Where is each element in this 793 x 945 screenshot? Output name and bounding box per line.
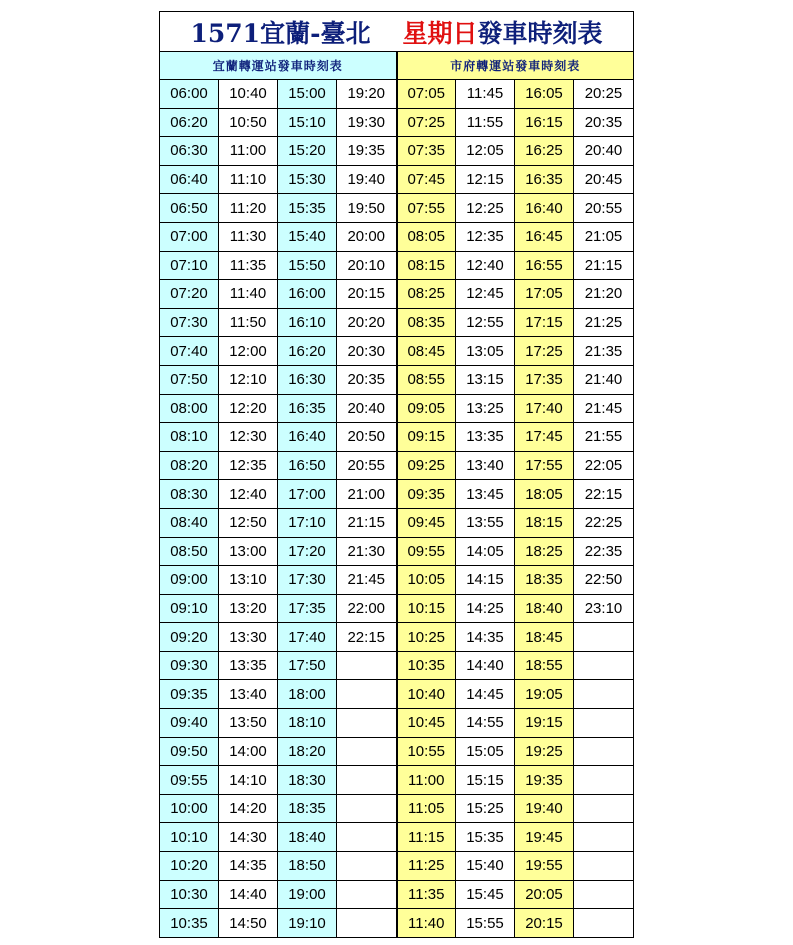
yilan-time-cell: 10:30 bbox=[160, 880, 219, 909]
taipei-time-cell bbox=[574, 709, 634, 738]
yilan-time-cell: 08:40 bbox=[160, 508, 219, 537]
taipei-time-cell bbox=[574, 766, 634, 795]
yilan-time-cell bbox=[337, 794, 397, 823]
yilan-time-cell: 21:30 bbox=[337, 537, 397, 566]
yilan-time-cell: 12:00 bbox=[219, 337, 278, 366]
taipei-time-cell: 07:45 bbox=[397, 165, 456, 194]
yilan-time-cell: 16:00 bbox=[278, 280, 337, 309]
taipei-time-cell: 19:05 bbox=[515, 680, 574, 709]
yilan-time-cell: 09:20 bbox=[160, 623, 219, 652]
table-row bbox=[160, 737, 634, 766]
yilan-time-cell: 15:50 bbox=[278, 251, 337, 280]
taipei-time-cell: 20:05 bbox=[515, 880, 574, 909]
taipei-time-cell: 18:15 bbox=[515, 508, 574, 537]
table-row bbox=[160, 423, 634, 452]
taipei-time-cell: 17:25 bbox=[515, 337, 574, 366]
taipei-time-cell: 13:35 bbox=[456, 423, 515, 452]
taipei-time-cell: 10:35 bbox=[397, 651, 456, 680]
yilan-time-cell: 08:50 bbox=[160, 537, 219, 566]
yilan-time-cell: 15:20 bbox=[278, 137, 337, 166]
yilan-time-cell: 19:40 bbox=[337, 165, 397, 194]
taipei-time-cell: 11:40 bbox=[397, 909, 456, 938]
timetable-body bbox=[160, 80, 634, 938]
yilan-time-cell: 15:00 bbox=[278, 80, 337, 109]
taipei-time-cell: 10:25 bbox=[397, 623, 456, 652]
yilan-time-cell: 15:10 bbox=[278, 108, 337, 137]
taipei-time-cell: 14:05 bbox=[456, 537, 515, 566]
yilan-time-cell: 09:40 bbox=[160, 709, 219, 738]
table-row bbox=[160, 766, 634, 795]
taipei-time-cell: 12:40 bbox=[456, 251, 515, 280]
yilan-time-cell: 16:40 bbox=[278, 423, 337, 452]
taipei-time-cell: 18:40 bbox=[515, 594, 574, 623]
section-header-row bbox=[160, 52, 634, 80]
yilan-time-cell: 16:50 bbox=[278, 451, 337, 480]
taipei-time-cell: 17:15 bbox=[515, 308, 574, 337]
taipei-time-cell: 19:35 bbox=[515, 766, 574, 795]
yilan-time-cell: 15:35 bbox=[278, 194, 337, 223]
yilan-time-cell: 19:50 bbox=[337, 194, 397, 223]
yilan-time-cell: 06:20 bbox=[160, 108, 219, 137]
taipei-time-cell: 10:45 bbox=[397, 709, 456, 738]
taipei-time-cell bbox=[574, 909, 634, 938]
yilan-time-cell: 17:00 bbox=[278, 480, 337, 509]
yilan-time-cell: 11:30 bbox=[219, 222, 278, 251]
taipei-time-cell: 12:05 bbox=[456, 137, 515, 166]
taipei-time-cell: 11:00 bbox=[397, 766, 456, 795]
yilan-time-cell: 09:55 bbox=[160, 766, 219, 795]
taipei-time-cell: 13:15 bbox=[456, 365, 515, 394]
yilan-time-cell: 15:30 bbox=[278, 165, 337, 194]
taipei-time-cell: 16:05 bbox=[515, 80, 574, 109]
yilan-time-cell: 09:30 bbox=[160, 651, 219, 680]
yilan-time-cell bbox=[337, 766, 397, 795]
taipei-time-cell: 22:25 bbox=[574, 508, 634, 537]
taipei-time-cell: 08:15 bbox=[397, 251, 456, 280]
table-row bbox=[160, 623, 634, 652]
taipei-time-cell: 21:35 bbox=[574, 337, 634, 366]
yilan-time-cell: 07:50 bbox=[160, 365, 219, 394]
table-row bbox=[160, 480, 634, 509]
yilan-time-cell: 18:00 bbox=[278, 680, 337, 709]
yilan-time-cell: 11:40 bbox=[219, 280, 278, 309]
taipei-time-cell: 08:45 bbox=[397, 337, 456, 366]
yilan-time-cell: 07:20 bbox=[160, 280, 219, 309]
taipei-time-cell: 16:15 bbox=[515, 108, 574, 137]
taipei-time-cell: 12:15 bbox=[456, 165, 515, 194]
taipei-time-cell: 18:05 bbox=[515, 480, 574, 509]
taipei-time-cell bbox=[574, 823, 634, 852]
yilan-time-cell: 20:15 bbox=[337, 280, 397, 309]
yilan-time-cell: 09:00 bbox=[160, 566, 219, 595]
taipei-time-cell: 11:15 bbox=[397, 823, 456, 852]
taipei-time-cell: 18:45 bbox=[515, 623, 574, 652]
taipei-time-cell: 19:40 bbox=[515, 794, 574, 823]
taipei-time-cell: 13:40 bbox=[456, 451, 515, 480]
taipei-time-cell: 15:15 bbox=[456, 766, 515, 795]
taipei-time-cell: 18:55 bbox=[515, 651, 574, 680]
yilan-time-cell: 19:35 bbox=[337, 137, 397, 166]
yilan-time-cell: 18:30 bbox=[278, 766, 337, 795]
taipei-time-cell bbox=[574, 852, 634, 881]
taipei-time-cell: 11:25 bbox=[397, 852, 456, 881]
yilan-time-cell: 14:20 bbox=[219, 794, 278, 823]
taipei-time-cell: 14:35 bbox=[456, 623, 515, 652]
yilan-time-cell: 14:50 bbox=[219, 909, 278, 938]
yilan-time-cell: 12:30 bbox=[219, 423, 278, 452]
taipei-time-cell: 20:45 bbox=[574, 165, 634, 194]
yilan-time-cell bbox=[337, 823, 397, 852]
taipei-time-cell: 11:55 bbox=[456, 108, 515, 137]
yilan-time-cell: 16:20 bbox=[278, 337, 337, 366]
taipei-time-cell: 15:05 bbox=[456, 737, 515, 766]
taipei-time-cell: 07:35 bbox=[397, 137, 456, 166]
yilan-time-cell: 22:00 bbox=[337, 594, 397, 623]
yilan-time-cell bbox=[337, 651, 397, 680]
taipei-time-cell: 14:55 bbox=[456, 709, 515, 738]
taipei-time-cell: 15:25 bbox=[456, 794, 515, 823]
yilan-time-cell: 21:45 bbox=[337, 566, 397, 595]
taipei-time-cell: 15:35 bbox=[456, 823, 515, 852]
taipei-time-cell: 23:10 bbox=[574, 594, 634, 623]
yilan-time-cell: 11:50 bbox=[219, 308, 278, 337]
taipei-time-cell bbox=[574, 623, 634, 652]
taipei-time-cell: 21:45 bbox=[574, 394, 634, 423]
yilan-time-cell: 07:10 bbox=[160, 251, 219, 280]
taipei-time-cell: 12:35 bbox=[456, 222, 515, 251]
yilan-time-cell bbox=[337, 737, 397, 766]
yilan-time-cell: 20:50 bbox=[337, 423, 397, 452]
table-row bbox=[160, 823, 634, 852]
taipei-time-cell: 12:25 bbox=[456, 194, 515, 223]
yilan-time-cell bbox=[337, 880, 397, 909]
table-row bbox=[160, 251, 634, 280]
taipei-time-cell: 16:35 bbox=[515, 165, 574, 194]
table-row bbox=[160, 709, 634, 738]
yilan-time-cell: 06:00 bbox=[160, 80, 219, 109]
yilan-time-cell: 19:30 bbox=[337, 108, 397, 137]
taipei-time-cell: 13:05 bbox=[456, 337, 515, 366]
taipei-time-cell: 21:05 bbox=[574, 222, 634, 251]
taipei-time-cell: 16:40 bbox=[515, 194, 574, 223]
table-row bbox=[160, 508, 634, 537]
taipei-time-cell: 10:55 bbox=[397, 737, 456, 766]
yilan-time-cell: 22:15 bbox=[337, 623, 397, 652]
taipei-time-cell: 22:05 bbox=[574, 451, 634, 480]
taipei-time-cell: 17:40 bbox=[515, 394, 574, 423]
yilan-station-header: 宜蘭轉運站發車時刻表 bbox=[160, 52, 397, 80]
taipei-time-cell: 15:55 bbox=[456, 909, 515, 938]
yilan-time-cell: 13:35 bbox=[219, 651, 278, 680]
table-row bbox=[160, 537, 634, 566]
taipei-time-cell: 20:35 bbox=[574, 108, 634, 137]
taipei-time-cell: 14:40 bbox=[456, 651, 515, 680]
taipei-time-cell: 17:55 bbox=[515, 451, 574, 480]
table-row bbox=[160, 680, 634, 709]
yilan-time-cell: 12:35 bbox=[219, 451, 278, 480]
taipei-time-cell: 09:55 bbox=[397, 537, 456, 566]
taipei-time-cell: 12:55 bbox=[456, 308, 515, 337]
taipei-time-cell bbox=[574, 680, 634, 709]
taipei-time-cell: 14:45 bbox=[456, 680, 515, 709]
yilan-time-cell: 10:35 bbox=[160, 909, 219, 938]
yilan-time-cell: 17:30 bbox=[278, 566, 337, 595]
taipei-time-cell: 21:55 bbox=[574, 423, 634, 452]
taipei-time-cell: 07:25 bbox=[397, 108, 456, 137]
yilan-time-cell: 18:50 bbox=[278, 852, 337, 881]
yilan-time-cell: 11:20 bbox=[219, 194, 278, 223]
yilan-time-cell: 14:35 bbox=[219, 852, 278, 881]
yilan-time-cell: 17:20 bbox=[278, 537, 337, 566]
taipei-time-cell: 17:05 bbox=[515, 280, 574, 309]
yilan-time-cell: 20:00 bbox=[337, 222, 397, 251]
yilan-time-cell: 12:20 bbox=[219, 394, 278, 423]
taipei-time-cell: 09:25 bbox=[397, 451, 456, 480]
taipei-time-cell: 17:45 bbox=[515, 423, 574, 452]
table-row bbox=[160, 794, 634, 823]
yilan-time-cell: 13:20 bbox=[219, 594, 278, 623]
taipei-time-cell: 16:25 bbox=[515, 137, 574, 166]
taipei-time-cell: 17:35 bbox=[515, 365, 574, 394]
table-row bbox=[160, 909, 634, 938]
yilan-time-cell: 12:50 bbox=[219, 508, 278, 537]
yilan-time-cell: 19:20 bbox=[337, 80, 397, 109]
table-row bbox=[160, 394, 634, 423]
yilan-time-cell bbox=[337, 909, 397, 938]
yilan-time-cell: 10:00 bbox=[160, 794, 219, 823]
taipei-time-cell bbox=[574, 880, 634, 909]
yilan-time-cell bbox=[337, 709, 397, 738]
yilan-time-cell: 17:35 bbox=[278, 594, 337, 623]
table-row bbox=[160, 194, 634, 223]
taipei-time-cell: 09:45 bbox=[397, 508, 456, 537]
yilan-time-cell: 18:40 bbox=[278, 823, 337, 852]
taipei-time-cell: 22:15 bbox=[574, 480, 634, 509]
taipei-time-cell: 13:45 bbox=[456, 480, 515, 509]
taipei-time-cell: 19:45 bbox=[515, 823, 574, 852]
yilan-time-cell: 13:30 bbox=[219, 623, 278, 652]
yilan-time-cell: 16:10 bbox=[278, 308, 337, 337]
table-row bbox=[160, 337, 634, 366]
taipei-time-cell: 09:05 bbox=[397, 394, 456, 423]
taipei-time-cell: 19:55 bbox=[515, 852, 574, 881]
table-row bbox=[160, 880, 634, 909]
taipei-time-cell: 10:40 bbox=[397, 680, 456, 709]
taipei-time-cell: 16:45 bbox=[515, 222, 574, 251]
yilan-time-cell: 10:20 bbox=[160, 852, 219, 881]
day-label: 星期日 bbox=[402, 18, 478, 48]
taipei-time-cell: 22:50 bbox=[574, 566, 634, 595]
yilan-time-cell: 13:50 bbox=[219, 709, 278, 738]
taipei-time-cell: 18:35 bbox=[515, 566, 574, 595]
table-row bbox=[160, 108, 634, 137]
taipei-time-cell: 20:15 bbox=[515, 909, 574, 938]
route-title: 1571宜蘭-臺北 bbox=[190, 18, 371, 48]
taipei-station-header: 市府轉運站發車時刻表 bbox=[397, 52, 634, 80]
table-row bbox=[160, 308, 634, 337]
yilan-time-cell: 16:30 bbox=[278, 365, 337, 394]
taipei-time-cell: 08:25 bbox=[397, 280, 456, 309]
timetable bbox=[159, 11, 634, 938]
taipei-time-cell: 21:15 bbox=[574, 251, 634, 280]
yilan-time-cell: 10:10 bbox=[160, 823, 219, 852]
taipei-time-cell: 09:15 bbox=[397, 423, 456, 452]
yilan-time-cell: 17:10 bbox=[278, 508, 337, 537]
taipei-time-cell: 16:55 bbox=[515, 251, 574, 280]
table-row bbox=[160, 594, 634, 623]
taipei-time-cell: 20:55 bbox=[574, 194, 634, 223]
taipei-time-cell: 21:40 bbox=[574, 365, 634, 394]
yilan-time-cell: 20:10 bbox=[337, 251, 397, 280]
yilan-time-cell bbox=[337, 680, 397, 709]
taipei-time-cell: 11:05 bbox=[397, 794, 456, 823]
yilan-time-cell: 20:35 bbox=[337, 365, 397, 394]
taipei-time-cell: 14:25 bbox=[456, 594, 515, 623]
table-row bbox=[160, 80, 634, 109]
yilan-time-cell bbox=[337, 852, 397, 881]
yilan-time-cell: 20:20 bbox=[337, 308, 397, 337]
yilan-time-cell: 14:00 bbox=[219, 737, 278, 766]
yilan-time-cell: 08:30 bbox=[160, 480, 219, 509]
taipei-time-cell: 15:40 bbox=[456, 852, 515, 881]
yilan-time-cell: 09:50 bbox=[160, 737, 219, 766]
taipei-time-cell: 08:55 bbox=[397, 365, 456, 394]
yilan-time-cell: 19:00 bbox=[278, 880, 337, 909]
yilan-time-cell: 11:00 bbox=[219, 137, 278, 166]
yilan-time-cell: 17:40 bbox=[278, 623, 337, 652]
yilan-time-cell: 11:10 bbox=[219, 165, 278, 194]
yilan-time-cell: 18:35 bbox=[278, 794, 337, 823]
taipei-time-cell: 13:25 bbox=[456, 394, 515, 423]
taipei-time-cell bbox=[574, 651, 634, 680]
yilan-time-cell: 21:15 bbox=[337, 508, 397, 537]
yilan-time-cell: 12:10 bbox=[219, 365, 278, 394]
table-row bbox=[160, 566, 634, 595]
yilan-time-cell: 13:10 bbox=[219, 566, 278, 595]
yilan-time-cell: 13:40 bbox=[219, 680, 278, 709]
taipei-time-cell: 14:15 bbox=[456, 566, 515, 595]
taipei-time-cell: 07:55 bbox=[397, 194, 456, 223]
yilan-time-cell: 09:35 bbox=[160, 680, 219, 709]
taipei-time-cell: 08:35 bbox=[397, 308, 456, 337]
taipei-time-cell: 21:25 bbox=[574, 308, 634, 337]
table-row bbox=[160, 651, 634, 680]
yilan-time-cell: 20:40 bbox=[337, 394, 397, 423]
taipei-time-cell: 19:25 bbox=[515, 737, 574, 766]
yilan-time-cell: 20:55 bbox=[337, 451, 397, 480]
taipei-time-cell: 21:20 bbox=[574, 280, 634, 309]
taipei-time-cell: 19:15 bbox=[515, 709, 574, 738]
yilan-time-cell: 07:40 bbox=[160, 337, 219, 366]
taipei-time-cell: 13:55 bbox=[456, 508, 515, 537]
yilan-time-cell: 14:30 bbox=[219, 823, 278, 852]
taipei-time-cell: 20:40 bbox=[574, 137, 634, 166]
page-title bbox=[160, 12, 634, 52]
table-row bbox=[160, 222, 634, 251]
yilan-time-cell: 18:20 bbox=[278, 737, 337, 766]
yilan-time-cell: 14:10 bbox=[219, 766, 278, 795]
yilan-time-cell: 15:40 bbox=[278, 222, 337, 251]
taipei-time-cell: 09:35 bbox=[397, 480, 456, 509]
yilan-time-cell: 09:10 bbox=[160, 594, 219, 623]
yilan-time-cell: 06:50 bbox=[160, 194, 219, 223]
yilan-time-cell: 10:40 bbox=[219, 80, 278, 109]
table-row bbox=[160, 137, 634, 166]
table-row bbox=[160, 852, 634, 881]
yilan-time-cell: 08:10 bbox=[160, 423, 219, 452]
yilan-time-cell: 06:30 bbox=[160, 137, 219, 166]
yilan-time-cell: 18:10 bbox=[278, 709, 337, 738]
taipei-time-cell: 12:45 bbox=[456, 280, 515, 309]
table-row bbox=[160, 451, 634, 480]
taipei-time-cell: 20:25 bbox=[574, 80, 634, 109]
yilan-time-cell: 07:00 bbox=[160, 222, 219, 251]
title-row bbox=[160, 12, 634, 52]
yilan-time-cell: 16:35 bbox=[278, 394, 337, 423]
taipei-time-cell: 08:05 bbox=[397, 222, 456, 251]
title-suffix: 發車時刻表 bbox=[477, 18, 603, 48]
taipei-time-cell: 07:05 bbox=[397, 80, 456, 109]
taipei-time-cell: 22:35 bbox=[574, 537, 634, 566]
taipei-time-cell: 18:25 bbox=[515, 537, 574, 566]
yilan-time-cell: 21:00 bbox=[337, 480, 397, 509]
yilan-time-cell: 17:50 bbox=[278, 651, 337, 680]
yilan-time-cell: 11:35 bbox=[219, 251, 278, 280]
taipei-time-cell: 15:45 bbox=[456, 880, 515, 909]
taipei-time-cell: 11:45 bbox=[456, 80, 515, 109]
taipei-time-cell: 11:35 bbox=[397, 880, 456, 909]
yilan-time-cell: 19:10 bbox=[278, 909, 337, 938]
table-row bbox=[160, 165, 634, 194]
taipei-time-cell bbox=[574, 737, 634, 766]
taipei-time-cell: 10:15 bbox=[397, 594, 456, 623]
yilan-time-cell: 14:40 bbox=[219, 880, 278, 909]
table-row bbox=[160, 365, 634, 394]
yilan-time-cell: 12:40 bbox=[219, 480, 278, 509]
yilan-time-cell: 20:30 bbox=[337, 337, 397, 366]
timetable-sheet bbox=[159, 11, 633, 938]
yilan-time-cell: 08:00 bbox=[160, 394, 219, 423]
yilan-time-cell: 13:00 bbox=[219, 537, 278, 566]
taipei-time-cell bbox=[574, 794, 634, 823]
yilan-time-cell: 10:50 bbox=[219, 108, 278, 137]
taipei-time-cell: 10:05 bbox=[397, 566, 456, 595]
yilan-time-cell: 07:30 bbox=[160, 308, 219, 337]
yilan-time-cell: 08:20 bbox=[160, 451, 219, 480]
yilan-time-cell: 06:40 bbox=[160, 165, 219, 194]
table-row bbox=[160, 280, 634, 309]
